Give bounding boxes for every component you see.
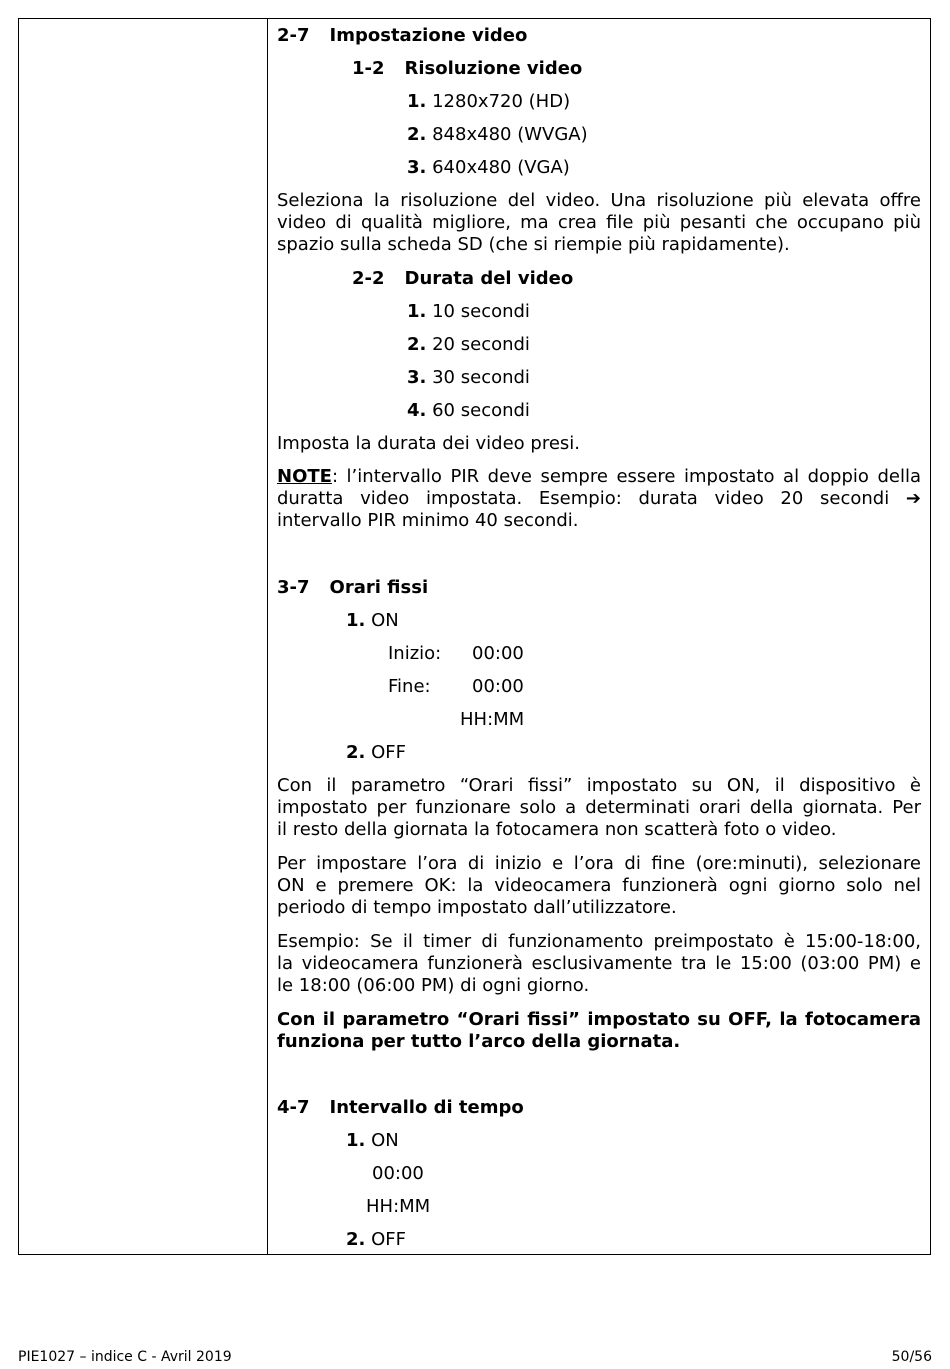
option-on xyxy=(346,1130,399,1152)
duration-description: Imposta la durata dei video presi. xyxy=(277,433,581,454)
resolution-description xyxy=(277,190,921,256)
list-number: 1. xyxy=(346,1130,366,1151)
list-text: 20 secondi xyxy=(432,334,530,355)
list-number: 2. xyxy=(407,334,427,355)
start-time-value: 00:00 xyxy=(472,643,524,664)
paragraph-line: ON e premere OK: la videocamera funzionerà ogni giorno solo nel xyxy=(277,875,921,896)
list-number: 1. xyxy=(407,91,427,112)
section-number: 4-7 xyxy=(277,1097,310,1118)
paragraph-line: Seleziona la risoluzione del video. Una risoluzione più elevata offre xyxy=(277,190,921,211)
list-number: 2. xyxy=(346,1229,366,1250)
section-title: Intervallo di tempo xyxy=(329,1097,524,1118)
paragraph-line: la videocamera funzionerà esclusivamente tra le 15:00 (03:00 PM) e xyxy=(277,953,921,974)
list-item xyxy=(407,400,530,422)
subsection-1-2-heading xyxy=(352,58,582,80)
section-2-7-heading xyxy=(277,25,527,47)
list-number: 2. xyxy=(346,742,366,763)
subsection-number: 1-2 xyxy=(352,58,385,79)
list-number: 4. xyxy=(407,400,427,421)
fixed-hours-paragraph-2 xyxy=(277,853,921,919)
option-label: ON xyxy=(371,610,399,631)
paragraph-line: le 18:00 (06:00 PM) di ogni giorno. xyxy=(277,975,590,996)
start-time-label: Inizio: xyxy=(388,643,442,664)
time-format: HH:MM xyxy=(460,709,525,730)
subsection-title: Durata del video xyxy=(404,268,574,289)
paragraph-line: impostato per funzionare solo a determinati orari della giornata. Per xyxy=(277,797,921,818)
paragraph-line: intervallo PIR minimo 40 secondi. xyxy=(277,510,579,531)
option-label: OFF xyxy=(371,742,406,763)
section-number: 3-7 xyxy=(277,577,310,598)
end-time-label: Fine: xyxy=(388,676,431,697)
paragraph-line: Per impostare l’ora di inizio e l’ora di fine (ore:minuti), selezionare xyxy=(277,853,921,874)
paragraph-line: : l’intervallo PIR deve sempre essere impostato al doppio della xyxy=(331,466,921,487)
paragraph-line: periodo di tempo impostato dall’utilizzatore. xyxy=(277,897,677,918)
time-format: HH:MM xyxy=(366,1196,431,1217)
interval-time-value: 00:00 xyxy=(372,1163,424,1184)
option-label: OFF xyxy=(371,1229,406,1250)
paragraph-line: Con il parametro “Orari fissi” impostato su ON, il dispositivo è xyxy=(277,775,921,796)
table-left-column xyxy=(19,19,268,1254)
paragraph-line: video di qualità migliore, ma crea file più pesanti che occupano più xyxy=(277,212,921,233)
section-3-7-heading xyxy=(277,577,428,599)
option-off xyxy=(346,1229,406,1251)
list-item xyxy=(407,367,530,389)
list-item xyxy=(407,301,530,323)
section-number: 2-7 xyxy=(277,25,310,46)
list-text: 10 secondi xyxy=(432,301,530,322)
list-text: 848x480 (WVGA) xyxy=(432,124,588,145)
paragraph-line: Con il parametro “Orari fissi” impostato su OFF, la fotocamera xyxy=(277,1009,921,1030)
paragraph-line: funziona per tutto l’arco della giornata. xyxy=(277,1031,681,1052)
document-table xyxy=(18,18,931,1255)
list-item xyxy=(407,124,588,146)
fixed-hours-paragraph-3 xyxy=(277,931,921,997)
list-number: 2. xyxy=(407,124,427,145)
section-title: Orari fissi xyxy=(329,577,429,598)
list-number: 1. xyxy=(407,301,427,322)
section-title: Impostazione video xyxy=(329,25,528,46)
list-number: 3. xyxy=(407,367,427,388)
subsection-2-2-heading xyxy=(352,268,573,290)
list-item xyxy=(407,157,570,179)
list-number: 3. xyxy=(407,157,427,178)
note-label: NOTE xyxy=(277,466,332,487)
list-item xyxy=(407,334,530,356)
end-time-value: 00:00 xyxy=(472,676,524,697)
list-text: 640x480 (VGA) xyxy=(432,157,570,178)
paragraph-line: Esempio: Se il timer di funzionamento preimpostato è 15:00-18:00, xyxy=(277,931,921,952)
footer-page-number: 50/56 xyxy=(891,1349,932,1365)
table-right-column xyxy=(268,19,930,1254)
subsection-number: 2-2 xyxy=(352,268,385,289)
fixed-hours-paragraph-4 xyxy=(277,1009,921,1053)
paragraph-line: il resto della giornata la fotocamera non scatterà foto o video. xyxy=(277,819,837,840)
note-paragraph xyxy=(277,466,921,532)
list-text: 60 secondi xyxy=(432,400,530,421)
footer-document-ref: PIE1027 – indice C - Avril 2019 xyxy=(18,1349,232,1365)
list-item xyxy=(407,91,570,113)
option-on xyxy=(346,610,399,632)
option-off xyxy=(346,742,406,764)
list-text: 1280x720 (HD) xyxy=(432,91,571,112)
paragraph-line: duratta video impostata. Esempio: durata video 20 secondi ➔ xyxy=(277,488,921,509)
list-text: 30 secondi xyxy=(432,367,530,388)
list-number: 1. xyxy=(346,610,366,631)
paragraph-line: spazio sulla scheda SD (che si riempie più rapidamente). xyxy=(277,234,790,255)
fixed-hours-paragraph-1 xyxy=(277,775,921,841)
subsection-title: Risoluzione video xyxy=(404,58,583,79)
section-4-7-heading xyxy=(277,1097,524,1119)
option-label: ON xyxy=(371,1130,399,1151)
